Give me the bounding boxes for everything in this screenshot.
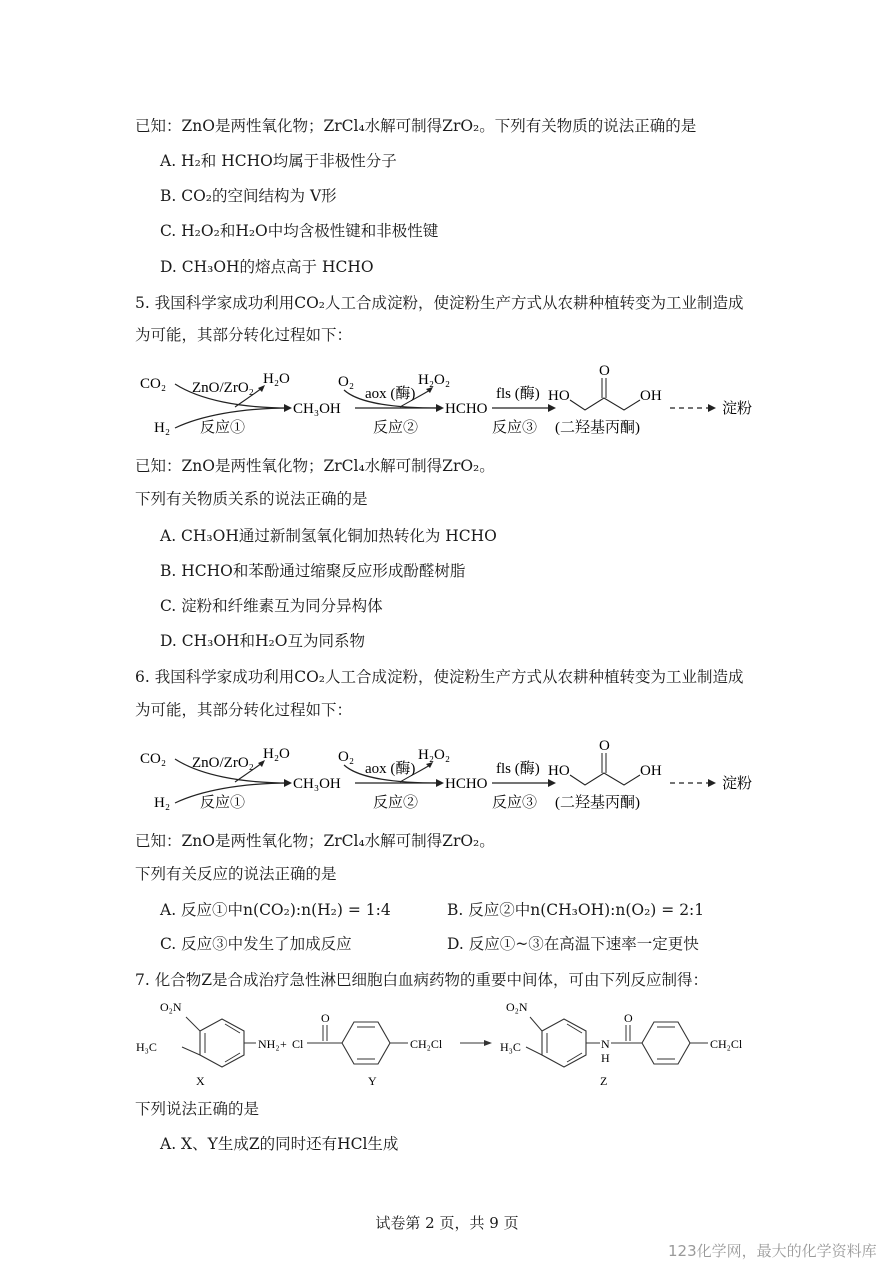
x-label: X <box>196 1074 205 1088</box>
q5-scheme-group <box>140 363 752 436</box>
y-cl-label: Cl <box>292 1037 304 1051</box>
ho-label: HO <box>548 763 570 779</box>
q6-scheme-group <box>140 738 752 811</box>
z-bond-no2 <box>530 1017 542 1031</box>
o2-label: O₂ <box>338 374 355 390</box>
q4-option-a[interactable]: A. H₂和 HCHO均属于非极性分子 <box>160 152 397 170</box>
q4-option-c[interactable]: C. H₂O₂和H₂O中均含极性键和非极性键 <box>160 222 439 240</box>
hcho-label: HCHO <box>445 401 488 417</box>
dha-label: (二羟基丙酮) <box>555 795 640 811</box>
q6-known: 已知：ZnO是两性氧化物；ZrCl₄水解可制得ZrO₂。 <box>135 832 495 850</box>
reaction2-label: 反应② <box>373 795 419 811</box>
q5-stem-line2: 为可能，其部分转化过程如下： <box>135 326 353 344</box>
carbonyl-o-label: O <box>599 738 610 754</box>
reaction1-arrow-head <box>284 404 292 412</box>
reaction1-label: 反应① <box>200 795 246 811</box>
h2-label: H₂ <box>154 420 171 436</box>
z-label: Z <box>600 1074 608 1088</box>
z-n-label: N <box>601 1037 610 1051</box>
dihydroxyacetone-skeleton <box>570 773 640 785</box>
aox-label: aox (酶) <box>365 386 416 402</box>
z-ch2cl-label: CH₂Cl <box>710 1037 743 1051</box>
ch3oh-label: CH₃OH <box>293 776 341 792</box>
y-benzene-ring <box>342 1022 390 1064</box>
x-no2-label: O₂N <box>160 1000 182 1014</box>
y-label: Y <box>368 1074 377 1088</box>
reaction2-arrow-head <box>436 779 444 787</box>
q5-option-c[interactable]: C. 淀粉和纤维素互为同分异构体 <box>160 597 383 615</box>
co2-label: CO₂ <box>140 376 167 392</box>
q6-option-d[interactable]: D. 反应①~③在高温下速率一定更快 <box>447 935 699 953</box>
y-ch2cl-label: CH₂Cl <box>410 1037 443 1051</box>
oh-label: OH <box>640 763 662 779</box>
dashed-arrow-head <box>708 779 716 787</box>
carbonyl-o-label: O <box>599 363 610 379</box>
x-benzene-ring <box>200 1019 244 1067</box>
starch-label: 淀粉 <box>722 401 753 417</box>
o2-label: O₂ <box>338 749 355 765</box>
q5-known: 已知：ZnO是两性氧化物；ZrCl₄水解可制得ZrO₂。 <box>135 457 495 475</box>
q6-reaction-scheme <box>130 735 770 820</box>
aox-label: aox (酶) <box>365 761 416 777</box>
h2o2-label: H₂O₂ <box>418 372 451 388</box>
page-footer: 试卷第 2 页，共 9 页 <box>375 1214 519 1232</box>
q4-option-d[interactable]: D. CH₃OH的熔点高于 HCHO <box>160 258 374 276</box>
q6-option-b[interactable]: B. 反应②中n(CH₃OH):n(O₂) = 2:1 <box>447 901 705 919</box>
q5-stem-line1: 5. 我国科学家成功利用CO₂人工合成淀粉，使淀粉生产方式从农耕种植转变为工业制造成 <box>135 294 744 312</box>
ch3oh-label: CH₃OH <box>293 401 341 417</box>
starch-label: 淀粉 <box>722 776 753 792</box>
h2o-label: H₂O <box>263 371 290 387</box>
z-h-label: H <box>601 1051 610 1065</box>
reaction1-arrow-head <box>284 779 292 787</box>
x-nh2-label: NH₂ <box>258 1037 280 1051</box>
q7-arrow-head <box>484 1040 492 1046</box>
dihydroxyacetone-skeleton <box>570 398 640 410</box>
watermark: 123化学网，最大的化学资料库 <box>668 1242 877 1260</box>
q4-known: 已知：ZnO是两性氧化物；ZrCl₄水解可制得ZrO₂。下列有关物质的说法正确的是 <box>135 117 697 135</box>
z-no2-label: O₂N <box>506 1000 528 1014</box>
catalyst-label: ZnO/ZrO₂ <box>192 755 254 771</box>
reaction1-label: 反应① <box>200 420 246 436</box>
plus-sign: + <box>280 1037 287 1051</box>
q6-option-a[interactable]: A. 反应①中n(CO₂):n(H₂) = 1:4 <box>160 901 391 919</box>
q7-option-a[interactable]: A. X、Y生成Z的同时还有HCl生成 <box>160 1135 399 1153</box>
hcho-label: HCHO <box>445 776 488 792</box>
fls-label: fls (酶) <box>496 386 540 402</box>
oh-label: OH <box>640 388 662 404</box>
reaction3-arrow-head <box>548 404 556 412</box>
x-ch3-label: H₃C <box>136 1040 157 1054</box>
q5-option-d[interactable]: D. CH₃OH和H₂O互为同系物 <box>160 632 365 650</box>
dashed-arrow-head <box>708 404 716 412</box>
dha-label: (二羟基丙酮) <box>555 420 640 436</box>
z-ch3-label: H₃C <box>500 1040 521 1054</box>
h2-label: H₂ <box>154 795 171 811</box>
reaction3-label: 反应③ <box>492 420 538 436</box>
q6-question: 下列有关反应的说法正确的是 <box>135 865 337 883</box>
q5-option-a[interactable]: A. CH₃OH通过新制氢氧化铜加热转化为 HCHO <box>160 527 497 545</box>
q5-reaction-scheme <box>130 360 770 445</box>
reaction3-arrow-head <box>548 779 556 787</box>
y-o-label: O <box>321 1011 330 1025</box>
co2-label: CO₂ <box>140 751 167 767</box>
ho-label: HO <box>548 388 570 404</box>
reaction2-arrow-head <box>436 404 444 412</box>
q6-stem-line2: 为可能，其部分转化过程如下： <box>135 701 353 719</box>
q7-question: 下列说法正确的是 <box>135 1100 260 1118</box>
q5-question: 下列有关物质关系的说法正确的是 <box>135 490 368 508</box>
q7-stem: 7. 化合物Z是合成治疗急性淋巴细胞白血病药物的重要中间体，可由下列反应制得： <box>135 971 708 989</box>
q6-stem-line1: 6. 我国科学家成功利用CO₂人工合成淀粉，使淀粉生产方式从农耕种植转变为工业制造成 <box>135 668 744 686</box>
fls-label: fls (酶) <box>496 761 540 777</box>
z-benzene-ring <box>542 1019 586 1067</box>
reaction2-label: 反应② <box>373 420 419 436</box>
q4-option-b[interactable]: B. CO₂的空间结构为 V形 <box>160 187 337 205</box>
z-benzene-ring-2 <box>642 1022 690 1064</box>
q7-structures <box>130 995 770 1090</box>
q6-option-c[interactable]: C. 反应③中发生了加成反应 <box>160 935 352 953</box>
catalyst-label: ZnO/ZrO₂ <box>192 380 254 396</box>
x-bond-no2 <box>186 1017 200 1031</box>
h2o2-label: H₂O₂ <box>418 747 451 763</box>
z-bond-ch3 <box>526 1047 542 1055</box>
reaction3-label: 反应③ <box>492 795 538 811</box>
z-o-label: O <box>624 1011 633 1025</box>
x-bond-ch3 <box>182 1047 200 1055</box>
h2o-label: H₂O <box>263 746 290 762</box>
q5-option-b[interactable]: B. HCHO和苯酚通过缩聚反应形成酚醛树脂 <box>160 562 466 580</box>
